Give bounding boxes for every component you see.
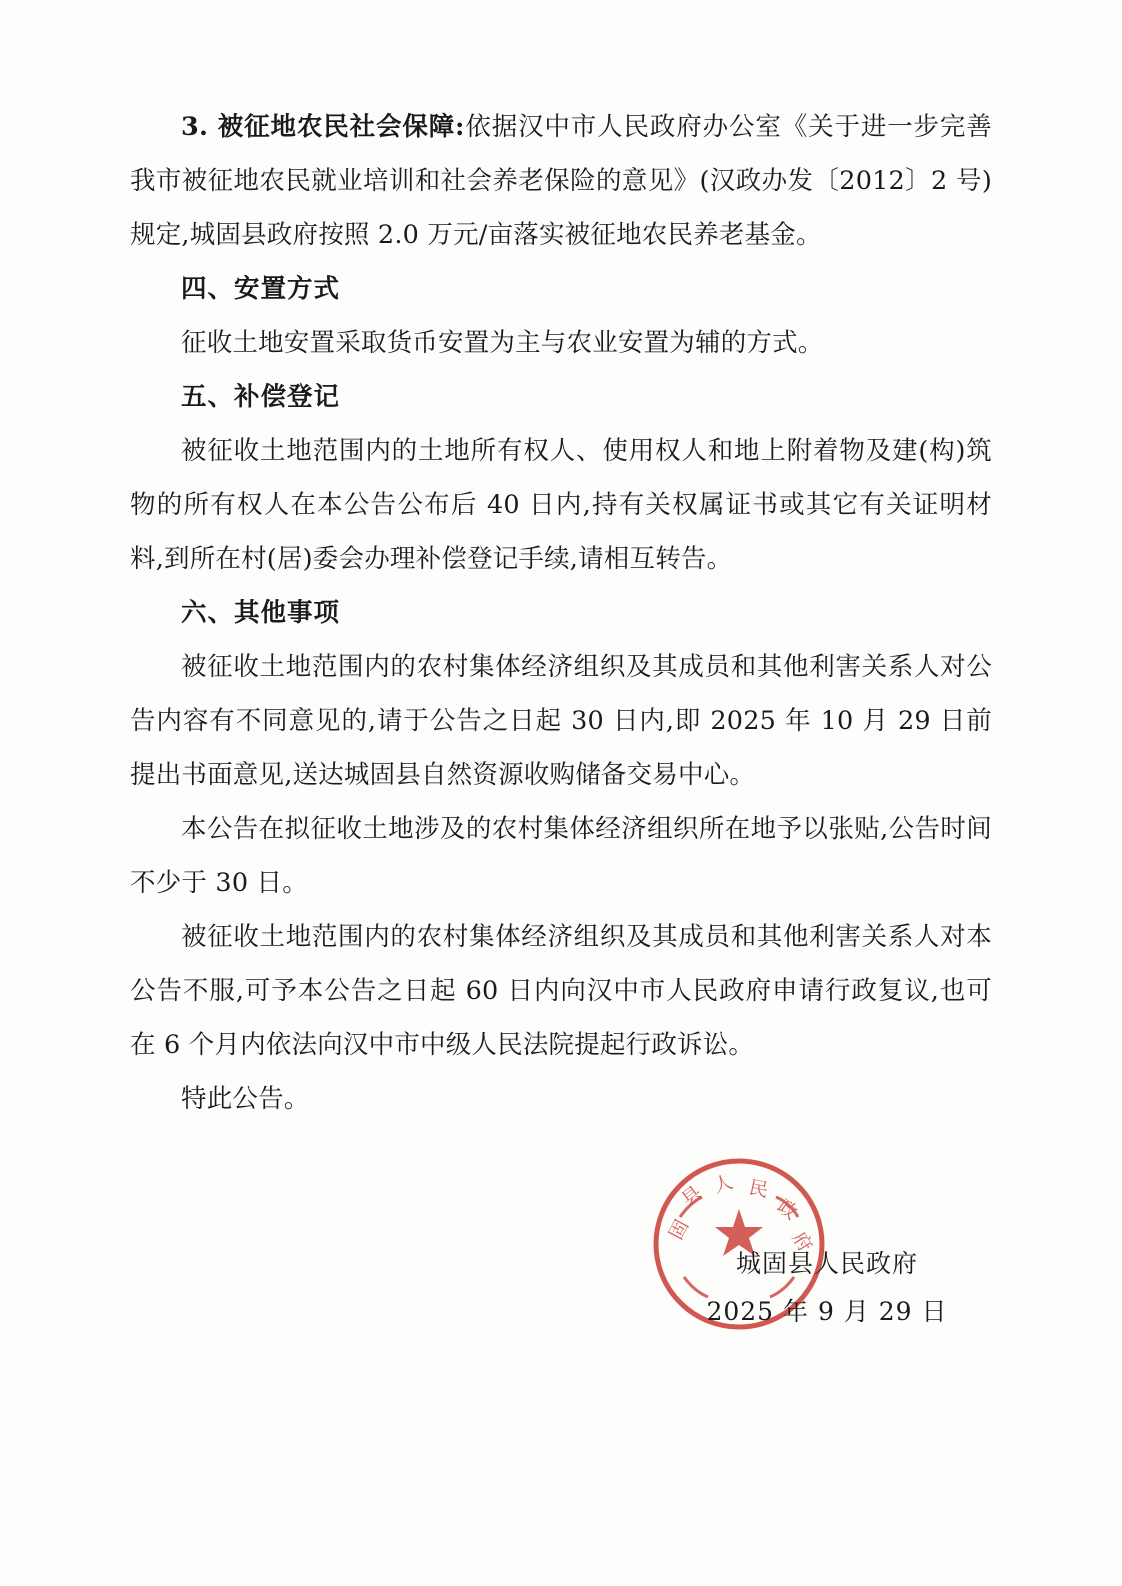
paragraph-other-1: 被征收土地范围内的农村集体经济组织及其成员和其他利害关系人对公告内容有不同意见的,请于公告之日起 30 日内,即 2025 年 10 月 29 日前提出书面意见,送达城固县自然资源收购储备交易中心。 [130,652,992,790]
svg-text:民: 民 [746,1176,771,1202]
heading-four: 四、安置方式 [181,274,341,304]
paragraph-lead-label: 3. 被征地农民社会保障: [181,112,465,142]
paragraph-other-2: 本公告在拟征收土地涉及的农村集体经济组织所在地予以张贴,公告时间不少于 30 日。 [130,814,992,898]
paragraph-social-security [130,100,992,262]
paragraph-registration: 被征收土地范围内的土地所有权人、使用权人和地上附着物及建(构)筑物的所有权人在本公告公布后 40 日内,持有关权属证书或其它有关证明材料,到所在村(居)委会办理补偿登记手续,请相互转告。 [130,436,992,574]
signature-issuer: 城固县人民政府 [735,1249,918,1278]
paragraph-resettlement: 征收土地安置采取货币安置为主与农业安置为辅的方式。 [181,328,824,358]
svg-text:固: 固 [664,1216,694,1244]
svg-text:政: 政 [773,1195,802,1225]
paragraph-other-3: 被征收土地范围内的农村集体经济组织及其成员和其他利害关系人对本公告不服,可予本公告之日起 60 日内向汉中市人民政府申请行政复议,也可在 6 个月内依法向汉中市中级人民法院提起行政诉讼。 [130,922,992,1060]
heading-five: 五、补偿登记 [181,382,341,412]
signature-block [662,1240,992,1336]
signature-date: 2025 年 9 月 29 日 [706,1297,948,1326]
document-body [130,100,992,1126]
svg-text:府: 府 [787,1227,817,1256]
paragraph-closing: 特此公告。 [181,1084,310,1114]
paragraph-text: 依据汉中市人民政府办公室《关于进一步完善我市被征地农民就业培训和社会养老保险的意见》(汉政办发〔2012〕2 号)规定,城固县政府按照 2.0 万元/亩落实被征地农民养老基金。 [130,112,992,250]
svg-text:县: 县 [677,1181,707,1211]
heading-six: 六、其他事项 [181,598,341,628]
svg-text:人: 人 [710,1170,736,1198]
